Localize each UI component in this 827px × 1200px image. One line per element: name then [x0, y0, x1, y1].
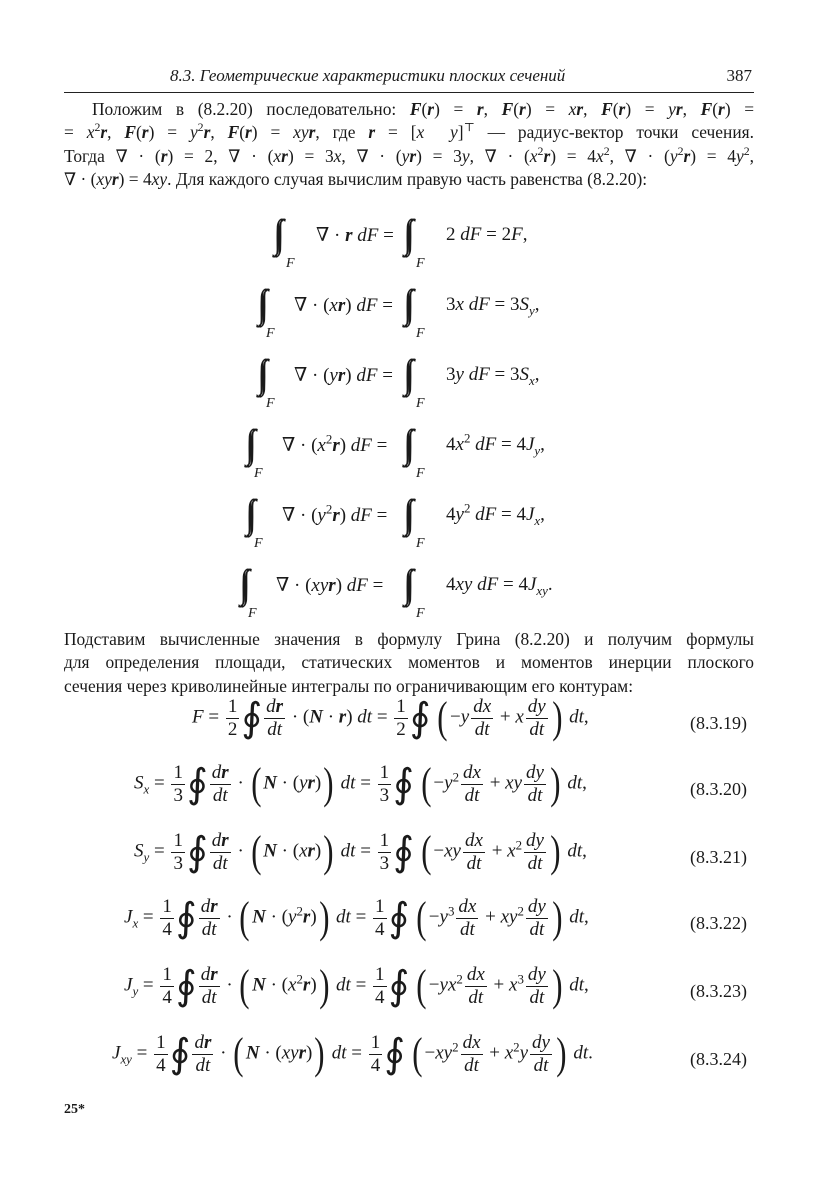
intro-paragraph	[64, 98, 754, 192]
equation-8-3-24: $J_{xy}$ = $\frac{1}{4}$ ∮ $\frac{dr}{dt}$ · ( N · (xyr)) dt = $\frac{1}{4}$ ∮ ( $-xy^2$ $\frac{dx}{dt}$ + $x^2y$ $\frac{dy}{dt}$ ) dt.	[112, 1029, 593, 1079]
double-integral-2: F ∇ · (xr) dF = F 3x dF = $3S_y$,	[266, 294, 540, 341]
para2-line1: Подставим вычисленные значения в формулу Грина (8.2.20) и получим формулы	[64, 629, 754, 649]
equation-8-3-23: $J_y$ = $\frac{1}{4}$ ∮ $\frac{dr}{dt}$ · ( $N \cdot (x^2r)$) dt = $\frac{1}{4}$ ∮ ( $-yx^2$ $\frac{dx}{dt}$ + $x^3$ $\frac{dy}{dt}$ ) dt,	[124, 961, 589, 1011]
equation-number-8-3-22: (8.3.22)	[690, 913, 747, 933]
para2-line3: сечения через криволинейные интегралы по ограничивающим его контурам:	[64, 675, 634, 696]
equation-number-8-3-19: (8.3.19)	[690, 713, 747, 733]
section-title: 8.3. Геометрические характеристики плоских сечений	[170, 66, 566, 85]
equation-number-8-3-20: (8.3.20)	[690, 779, 747, 799]
equation-number-8-3-23: (8.3.23)	[690, 981, 747, 1001]
equation-8-3-21: $S_y$ = $\frac{1}{3}$ ∮ $\frac{dr}{dt}$ · ( N · (xr)) dt = $\frac{1}{3}$ ∮ ( −xy $\frac{dx}{dt}$ + $x^2$ $\frac{dy}{dt}$ ) dt,	[134, 827, 587, 877]
double-integral-3: F ∇ · (yr) dF = F 3y dF = $3S_x$,	[266, 364, 540, 411]
para1-line4: ∇ · (xyr) = 4xy. Для каждого случая вычислим правую часть равенства (8.2.20):	[64, 169, 648, 190]
running-header	[64, 66, 754, 93]
equation-8-3-20: $S_x$ = $\frac{1}{3}$ ∮ $\frac{dr}{dt}$ · ( N · (yr)) dt = $\frac{1}{3}$ ∮ ( $-y^2$ $\frac{dx}{dt}$ + xy $\frac{dy}{dt}$ ) dt,	[134, 759, 587, 809]
para1-line2: = $x^2r$, $F(r) = y^2r$, F(r) = xyr, где r = [x y]⊤ — радиус-вектор точки сечения.	[64, 120, 754, 143]
equation-number-8-3-24: (8.3.24)	[690, 1049, 747, 1069]
equation-number-8-3-21: (8.3.21)	[690, 847, 747, 867]
double-integral-5: F ∇ · $(y^2r)$ dF = F $4y^2$ dF = $4J_x$,	[254, 500, 545, 551]
equation-8-3-19: F = $\frac{1}{2}$ ∮ $\frac{dr}{dt}$ · (N · r) dt = $\frac{1}{2}$ ∮ ( −y $\frac{dx}{dt}$ + x $\frac{dy}{dt}$ ) dt,	[192, 693, 589, 743]
double-integral-4: F ∇ · $(x^2r)$ dF = F $4x^2$ dF = $4J_y$,	[254, 430, 545, 481]
double-integral-1: F ∇ · r dF = F 2 dF = 2F,	[286, 224, 528, 271]
double-integral-6: F ∇ · (xyr) dF = F 4xy dF = $4J_{xy}$.	[248, 574, 553, 621]
equation-8-3-22: $J_x$ = $\frac{1}{4}$ ∮ $\frac{dr}{dt}$ · ( $N \cdot (y^2r)$) dt = $\frac{1}{4}$ ∮ ( $-y^3$ $\frac{dx}{dt}$ + $xy^2$ $\frac{dy}{dt}$ ) dt,	[124, 893, 589, 943]
green-formula-paragraph	[64, 628, 754, 698]
para1-line1: Положим в (8.2.20) последовательно: F(r) = r, F(r) = xr, F(r) = yr, F(r) =	[92, 99, 755, 119]
signature-mark: 25*	[64, 1102, 85, 1117]
para2-line2: для определения площади, статических моментов и моментов инерции плоского	[64, 652, 754, 673]
page-number: 387	[726, 66, 752, 85]
para1-line3: Тогда ∇ · (r) = 2, ∇ · (xr) = 3x, ∇ · (yr) = 3y, ∇ · $(x^2r) = 4x^2$, ∇ · $(y^2r) = 4y^2$,	[64, 144, 754, 166]
